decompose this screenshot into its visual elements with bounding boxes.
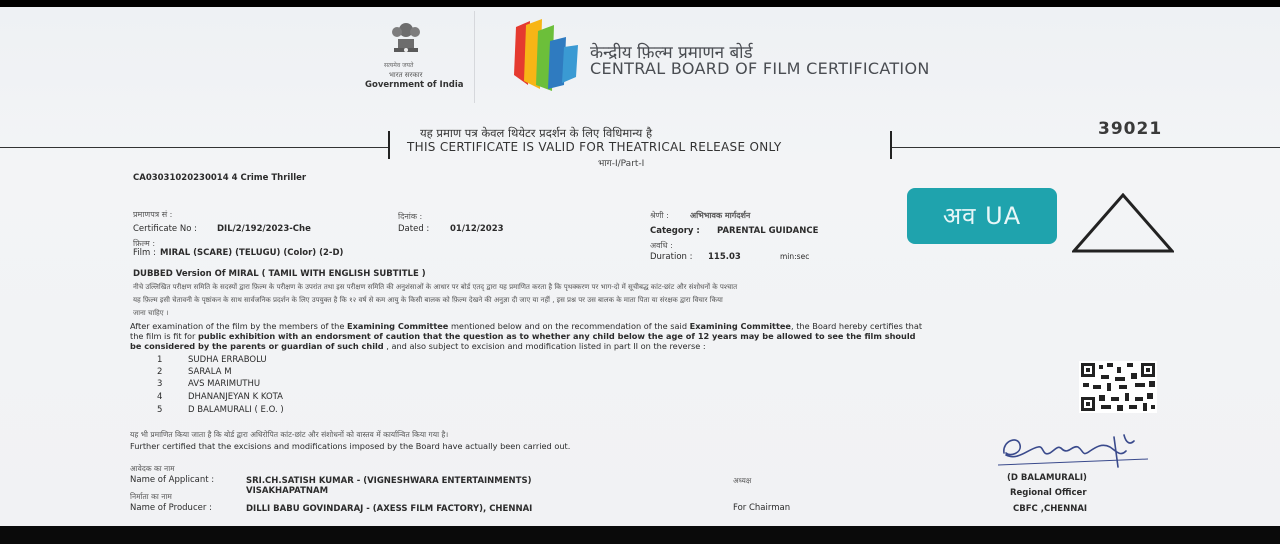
film-value: MIRAL (SCARE) (TELUGU) (Color) (2-D) xyxy=(160,248,344,258)
certificate-document xyxy=(0,7,1280,526)
board-name-english: CENTRAL BOARD OF FILM CERTIFICATION xyxy=(590,59,930,78)
duration-hindi: अवधि : xyxy=(650,241,673,250)
serial-number: 39021 xyxy=(1098,119,1163,139)
applicant-hindi: आवेदक का नाम xyxy=(130,464,175,473)
dated-value: 01/12/2023 xyxy=(450,224,504,234)
ua-rating-badge: अव UA xyxy=(907,188,1057,244)
officer-title: Regional Officer xyxy=(1010,488,1087,498)
member-name: AVS MARIMUTHU xyxy=(188,379,261,389)
member-name: SUDHA ERRABOLU xyxy=(188,355,267,365)
banner-line-left xyxy=(0,147,390,148)
producer-label: Name of Producer : xyxy=(130,503,212,513)
chairman-hindi: अध्यक्ष xyxy=(733,476,752,485)
validity-hindi: यह प्रमाण पत्र केवल थियेटर प्रदर्शन के लिए विधिमान्य है xyxy=(420,126,653,140)
dated-label: Dated : xyxy=(398,224,430,234)
board-name-hindi: केन्द्रीय फ़िल्म प्रमाणन बोर्ड xyxy=(590,43,753,63)
hindi-paragraph-line-3: जाना चाहिए । xyxy=(133,309,169,317)
category-hindi-value: अभिभावक मार्गदर्शन xyxy=(690,211,751,220)
cert-no-label: Certificate No : xyxy=(133,224,197,234)
applicant-label: Name of Applicant : xyxy=(130,475,215,485)
cbfc-logo-icon xyxy=(508,15,582,93)
film-hindi: फ़िल्म : xyxy=(133,239,156,248)
category-hindi: श्रेणी : xyxy=(650,211,669,220)
hindi-paragraph-line-2: यह फ़िल्म इसी चेतावनी के पृष्ठांकन के साथ सार्वजनिक प्रदर्शन के लिए उपयुक्त है कि १२ वर्ष से कम आयु के किसी बालक को फ़िल्म देखने की अनुज्ञा दी जाए या नहीं , इस प्रश्न पर उस बालक के माता पिता या संरक्षक द्वारा विचार किया xyxy=(133,296,723,304)
dubbed-version: DUBBED Version Of MIRAL ( TAMIL WITH ENGLISH SUBTITLE ) xyxy=(133,269,426,279)
member-number: 3 xyxy=(157,379,163,389)
cert-no-hindi: प्रमाणपत्र सं : xyxy=(133,210,173,219)
member-number: 5 xyxy=(157,405,163,415)
category-value: PARENTAL GUIDANCE xyxy=(717,226,819,236)
bottom-black-bar xyxy=(0,526,1280,544)
member-name: DHANANJEYAN K KOTA xyxy=(188,392,283,402)
duration-label: Duration : xyxy=(650,252,693,262)
producer-hindi: निर्माता का नाम xyxy=(130,492,172,501)
english-paragraph-line-3: be considered by the parents or guardian of such child , and also subject to excision and modification listed in part II on the reverse : xyxy=(130,341,706,351)
english-paragraph-line-1: After examination of the film by the members of the Examining Committee mentioned below and on the recommendation of the said Examining Committee, the Board hereby certifies that xyxy=(130,321,923,331)
emblem-motto: सत्यमेव जयते xyxy=(384,62,414,69)
duration-unit: min:sec xyxy=(780,252,810,261)
officer-place: CBFC ,CHENNAI xyxy=(1013,504,1088,514)
certificate-code: CA03031020230014 4 Crime Thriller xyxy=(133,173,307,183)
part-label: भाग-I/Part-I xyxy=(598,159,645,169)
dated-hindi: दिनांक : xyxy=(398,212,423,221)
header-divider xyxy=(474,11,475,103)
member-number: 4 xyxy=(157,392,163,402)
banner-tick-left xyxy=(388,131,390,159)
category-label: Category : xyxy=(650,226,700,236)
applicant-name: SRI.CH.SATISH KUMAR - (VIGNESHWARA ENTERTAINMENTS) xyxy=(246,476,532,486)
validity-english: THIS CERTIFICATE IS VALID FOR THEATRICAL RELEASE ONLY xyxy=(407,140,782,154)
for-chairman: For Chairman xyxy=(733,503,791,513)
officer-name: (D BALAMURALI) xyxy=(1007,473,1087,483)
banner-line-right xyxy=(890,147,1280,148)
member-number: 1 xyxy=(157,355,163,365)
member-name: SARALA M xyxy=(188,367,232,377)
producer-name: DILLI BABU GOVINDARAJ - (AXESS FILM FACTORY), CHENNAI xyxy=(246,504,533,514)
film-label: Film : xyxy=(133,248,156,258)
top-black-bar xyxy=(0,0,1280,7)
member-name: D BALAMURALI ( E.O. ) xyxy=(188,405,284,415)
triangle-icon xyxy=(1072,193,1174,253)
duration-value: 115.03 xyxy=(708,252,741,262)
signature-image xyxy=(998,427,1148,471)
cert-no-value: DIL/2/192/2023-Che xyxy=(217,224,311,234)
banner-tick-right xyxy=(890,131,892,159)
english-paragraph-line-2: the film is fit for public exhibition with an endorsment of caution that the question as to whether any child below the age of 12 years may be allowed to see the film should xyxy=(130,331,916,341)
emblem-hindi: भारत सरकार xyxy=(389,71,423,79)
further-certified-english: Further certified that the excisions and modifications imposed by the Board have actually been carried out. xyxy=(130,441,571,451)
emblem-english: Government of India xyxy=(365,80,464,90)
further-certified-hindi: यह भी प्रमाणित किया जाता है कि बोर्ड द्वारा अधिरोपित कांट-छांट और संशोधनों को वास्तव में कार्यान्वित किया गया है। xyxy=(130,430,449,439)
qr-code-icon xyxy=(1079,361,1157,413)
hindi-paragraph-line-1: नीचे उल्लिखित परीक्षण समिति के सदस्यों द्वारा फ़िल्म के परीक्षण के उपरांत तथा इस परीक्षण समिति की अनुशंसाओं के आधार पर बोर्ड एतद् द्वारा यह प्रमाणित करता है कि पृथक्करण पर भाग-दो में सूचीबद्ध कांट-छांट और संशोधनों के पश्चात xyxy=(133,283,738,291)
member-number: 2 xyxy=(157,367,163,377)
applicant-city: VISAKHAPATNAM xyxy=(246,486,329,496)
